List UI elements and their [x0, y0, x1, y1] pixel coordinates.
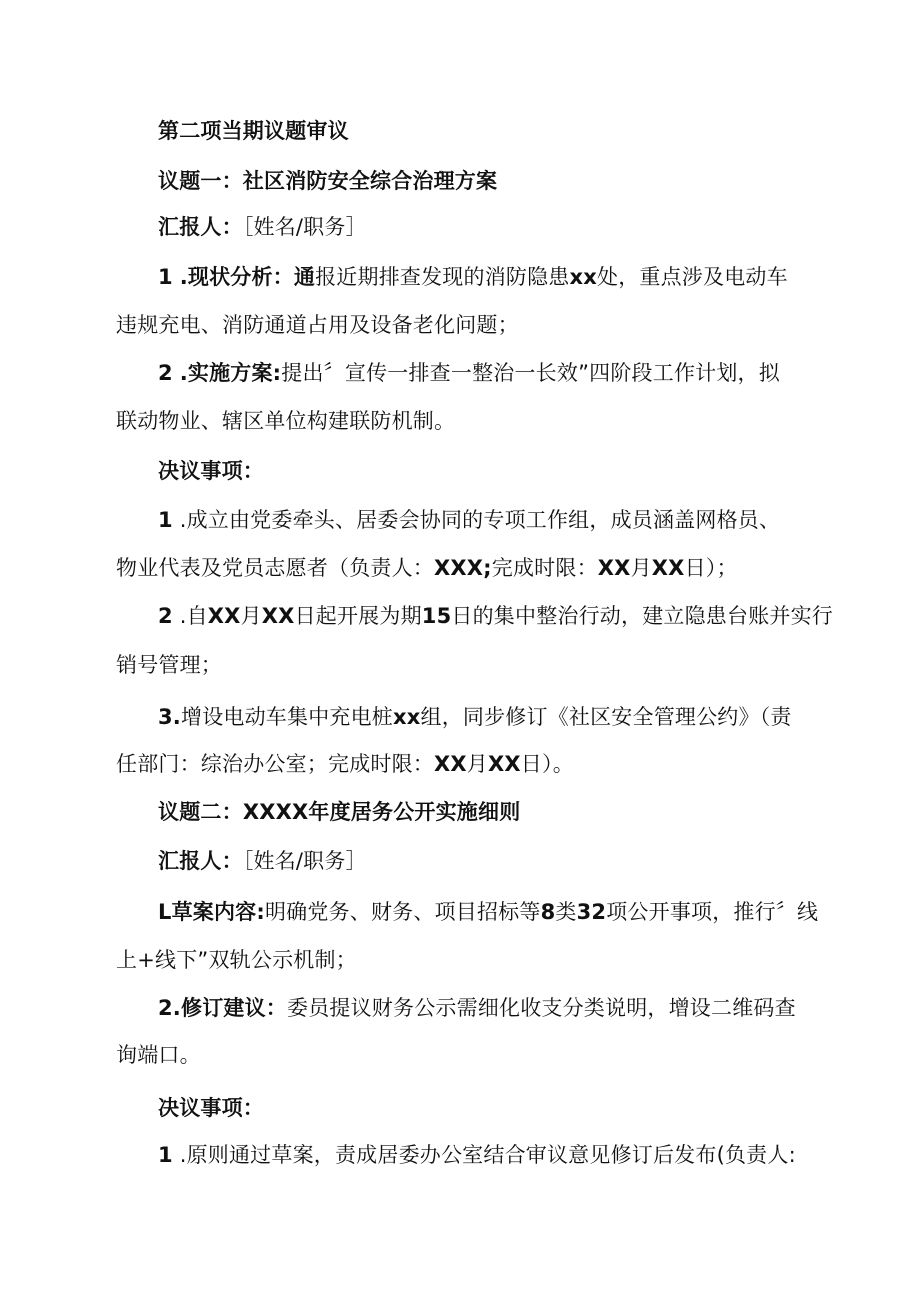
reporter-label: 汇报人： — [158, 215, 243, 239]
point-number: 2 — [158, 361, 173, 385]
title-text: 年度居务公开实施细则 — [308, 800, 521, 824]
item-text: 日）。 — [520, 752, 574, 776]
topic2-point1 — [158, 897, 818, 927]
item-text: .原则通过草案，责成居委办公室结合审议意见修订后发布(负责人: — [179, 1143, 796, 1167]
topic1-resolution2 — [158, 601, 833, 631]
topic2-resolution-title: 决议事项： — [158, 1096, 264, 1120]
topic2-point2-cont: 询端口。 — [116, 1043, 201, 1067]
placeholder-value: XXXX — [242, 800, 309, 824]
item-text: .自 — [179, 604, 208, 628]
placeholder-value: XX — [597, 556, 631, 580]
point-text: 报近期排查发现的消防隐患 — [315, 265, 570, 289]
item-number: 1 — [158, 508, 173, 532]
placeholder-value: XX — [207, 604, 241, 628]
placeholder-value: XXX; — [434, 556, 492, 580]
topic2-point2 — [158, 993, 796, 1023]
placeholder-value: XX — [434, 752, 467, 776]
point-label: L草案内容: — [158, 900, 265, 924]
point-text: 委员提议财务公示需细化收支分类说明，增设二维码查 — [287, 996, 796, 1020]
point-text: 项公开事项，推行〞线 — [606, 900, 819, 924]
topic1-resolution2-cont: 销号管理； — [116, 653, 222, 677]
point-number: 1 — [158, 265, 173, 289]
item-text: 任部门：综治办公室；完成时限： — [116, 752, 434, 776]
item-text: 日起开展为期 — [294, 604, 422, 628]
topic1-reporter — [158, 212, 367, 242]
topic1-resolution3 — [158, 702, 792, 732]
item-text: 月 — [466, 752, 488, 776]
reporter-value: ［姓名/职务］ — [242, 215, 367, 239]
item-text: 月 — [630, 556, 652, 580]
topic1-title: 议题一：社区消防安全综合治理方案 — [158, 169, 498, 193]
item-number: 2 — [158, 604, 173, 628]
item-number: 3. — [158, 705, 181, 729]
point-label: 2.修订建议： — [158, 996, 287, 1020]
placeholder-value: xx — [569, 265, 597, 289]
item-text: 日的集中整治行动，建立隐患台账并实行 — [451, 604, 834, 628]
item-text: 增设电动车集中充电桩 — [181, 705, 393, 729]
item-text: .成立由党委牵头、居委会协同的专项工作组，成员涵盖网格员、 — [179, 508, 781, 532]
topic1-point1 — [158, 262, 788, 292]
topic2-title — [158, 797, 520, 827]
placeholder-value: XX — [488, 752, 521, 776]
reporter-value: ［姓名/职务］ — [242, 849, 367, 873]
item-text: 组，同步修订《社区安全管理公约》（责 — [420, 705, 792, 729]
topic1-point1-cont: 违规充电、消防通道占用及设备老化问题； — [116, 313, 519, 337]
item-text: 完成时限： — [491, 556, 598, 580]
number-value: 32 — [576, 900, 607, 924]
reporter-label: 汇报人： — [158, 849, 243, 873]
topic2-reporter — [158, 846, 367, 876]
point-text: 明确党务、财务、项目招标等 — [264, 900, 541, 924]
item-text: 月 — [240, 604, 262, 628]
number-value: 15 — [421, 604, 452, 628]
placeholder-value: XX — [261, 604, 295, 628]
topic2-point1-cont: 上+线下”双轨公示机制； — [116, 948, 357, 972]
topic1-resolution1 — [158, 505, 780, 535]
point-label: .现状分析：通 — [179, 265, 316, 289]
topic1-resolution1-cont — [116, 553, 738, 583]
section-title: 第二项当期议题审议 — [158, 119, 349, 143]
item-text: 物业代表及党员志愿者（负责人： — [116, 556, 434, 580]
placeholder-value: xx — [393, 705, 421, 729]
topic1-resolution-title: 决议事项： — [158, 459, 264, 483]
point-label: .实施方案: — [179, 361, 282, 385]
number-value: 8 — [540, 900, 556, 924]
point-text: 提出〞宣传一排查一整治一长效”四阶段工作计划，拟 — [281, 361, 780, 385]
topic1-point2-cont: 联动物业、辖区单位构建联防机制。 — [116, 409, 456, 433]
item-number: 1 — [158, 1143, 173, 1167]
placeholder-value: XX — [651, 556, 685, 580]
topic1-resolution3-cont — [116, 749, 574, 779]
item-text: 日）； — [684, 556, 738, 580]
point-text: 处，重点涉及电动车 — [597, 265, 788, 289]
topic2-resolution1 — [158, 1140, 796, 1170]
point-text: 类 — [555, 900, 577, 924]
topic1-point2 — [158, 358, 780, 388]
title-text: 议题二： — [158, 800, 243, 824]
